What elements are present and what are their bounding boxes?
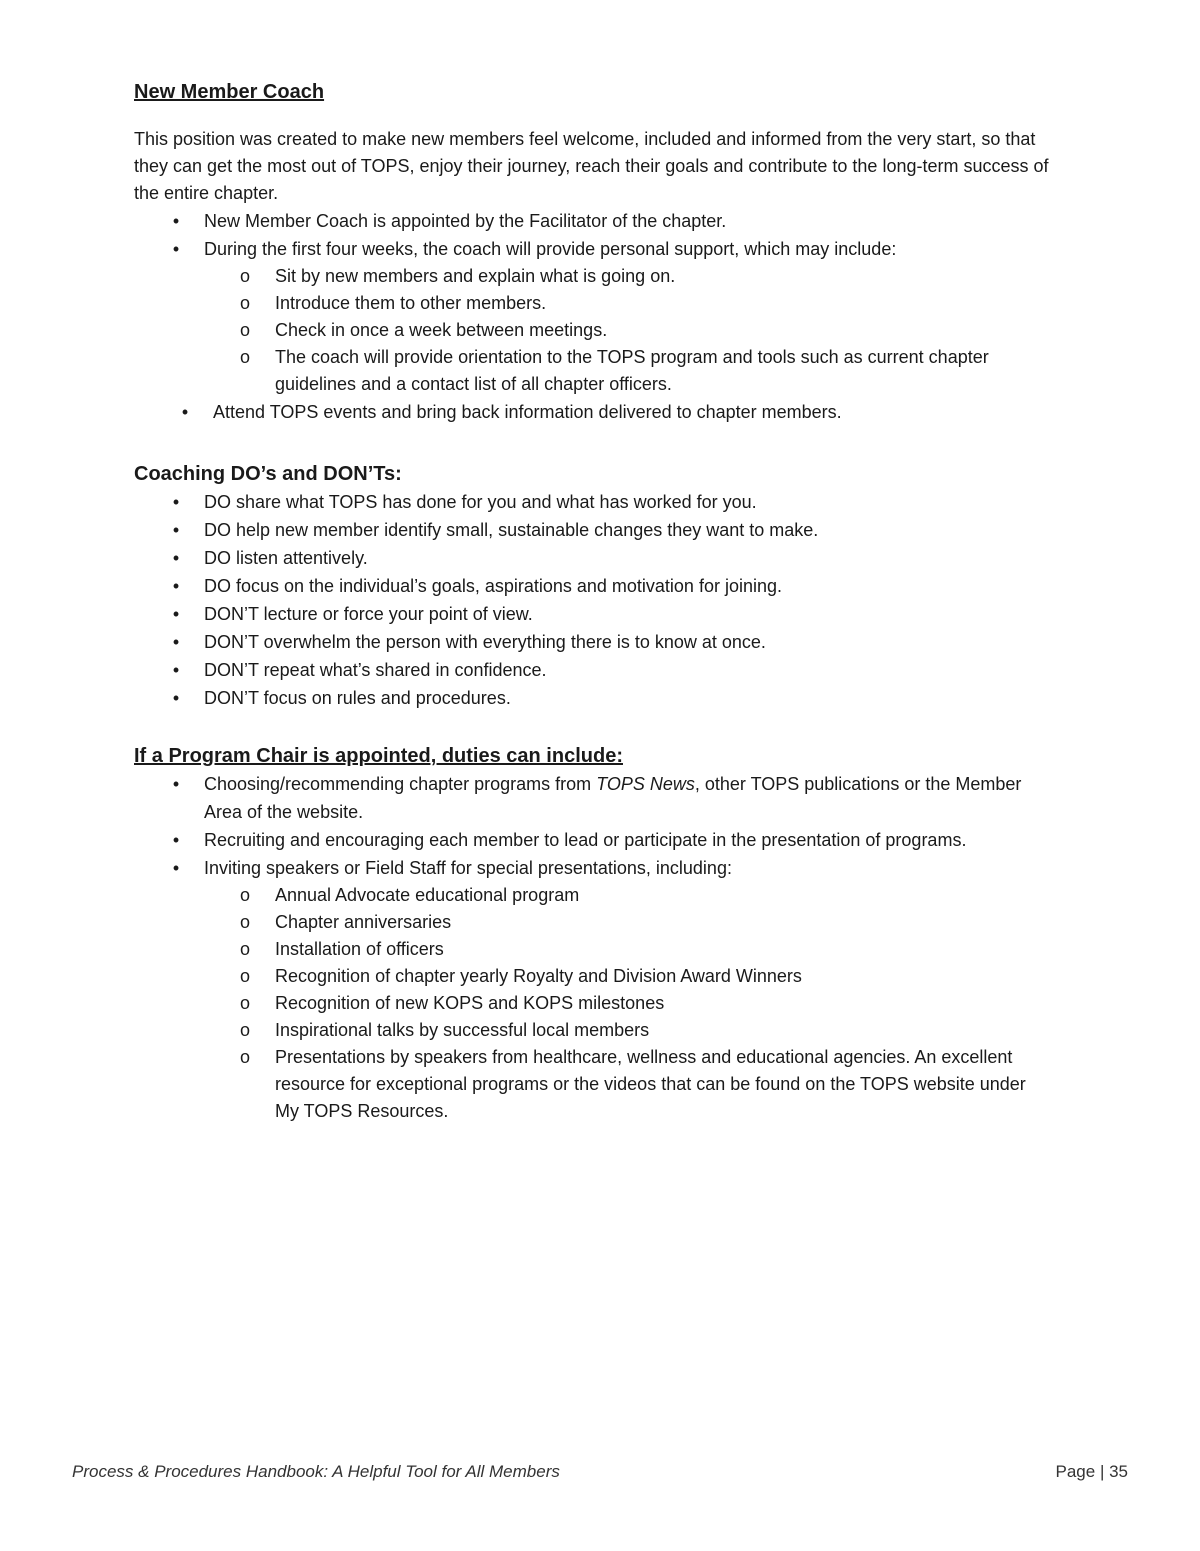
list-item: • DON’T overwhelm the person with everything there is to know at once. (134, 628, 1054, 656)
circle-bullet-icon: o (240, 293, 251, 313)
intro-paragraph: This position was created to make new members feel welcome, included and informed from the very start, so that they can get the most out of TOPS, enjoy their journey, reach their goals and contribute to the long-term success of the entire chapter. (134, 129, 1049, 203)
bullet-icon: • (172, 548, 180, 568)
circle-bullet-icon: o (240, 912, 251, 932)
circle-bullet-icon: o (240, 885, 251, 905)
footer-title: Process & Procedures Handbook: A Helpful Tool for All Members (72, 1462, 560, 1481)
section-title-program-chair: If a Program Chair is appointed, duties can include: (134, 745, 623, 767)
publication-title: TOPS News (596, 774, 695, 794)
list-item: • DO focus on the individual’s goals, aspirations and motivation for joining. (134, 572, 1054, 600)
bullet-icon: • (172, 660, 180, 680)
sub-list-item: o Annual Advocate educational program (134, 882, 1054, 909)
dos-list (134, 488, 1054, 600)
circle-bullet-icon: o (240, 320, 251, 340)
coach-last-bullet (134, 398, 1054, 426)
bullet-icon: • (172, 492, 180, 512)
sub-list-item: o The coach will provide orientation to the TOPS program and tools such as current chapter guidelines and a contact list of all chapter officers. (134, 344, 1054, 398)
sub-list-item: o Inspirational talks by successful local members (134, 1017, 1054, 1044)
bullet-icon: • (172, 604, 180, 624)
circle-bullet-icon: o (240, 1047, 251, 1067)
page-number: Page | 35 (1055, 1462, 1128, 1481)
list-item: • DON’T lecture or force your point of view. (134, 600, 1054, 628)
program-chair-list (134, 770, 1054, 882)
sub-list-item: o Check in once a week between meetings. (134, 317, 1054, 344)
bullet-icon: • (172, 858, 180, 878)
bullet-icon: • (172, 632, 180, 652)
program-sub-list (134, 882, 1054, 1125)
document-page (134, 78, 1054, 1125)
bullet-icon: • (181, 402, 189, 422)
bullet-icon: • (172, 239, 180, 259)
section-title-new-member-coach: New Member Coach (134, 81, 325, 103)
list-item: • DO listen attentively. (134, 544, 1054, 572)
sub-list-item: o Recognition of new KOPS and KOPS milestones (134, 990, 1054, 1017)
list-item: • Attend TOPS events and bring back information delivered to chapter members. (134, 398, 1054, 426)
list-item: • Recruiting and encouraging each member to lead or participate in the presentation of programs. (134, 826, 1054, 854)
sub-list-item: o Recognition of chapter yearly Royalty and Division Award Winners (134, 963, 1054, 990)
bullet-icon: • (172, 211, 180, 231)
list-item: • DON’T focus on rules and procedures. (134, 684, 1054, 712)
list-item: • DO share what TOPS has done for you and what has worked for you. (134, 488, 1054, 516)
list-item: • Choosing/recommending chapter programs from TOPS News, other TOPS publications or the Member Area of the website. (134, 770, 1054, 826)
sub-list-item: o Sit by new members and explain what is going on. (134, 263, 1054, 290)
list-item: • DO help new member identify small, sustainable changes they want to make. (134, 516, 1054, 544)
bullet-icon: • (172, 774, 180, 794)
sub-list-item: o Chapter anniversaries (134, 909, 1054, 936)
bullet-icon: • (172, 520, 180, 540)
circle-bullet-icon: o (240, 266, 251, 286)
circle-bullet-icon: o (240, 966, 251, 986)
list-item: • New Member Coach is appointed by the Facilitator of the chapter. (134, 207, 1054, 235)
circle-bullet-icon: o (240, 993, 251, 1013)
circle-bullet-icon: o (240, 939, 251, 959)
list-item: • During the first four weeks, the coach will provide personal support, which may include: (134, 235, 1054, 263)
coach-sub-list (134, 263, 1054, 398)
bullet-icon: • (172, 830, 180, 850)
list-item: • DON’T repeat what’s shared in confidence. (134, 656, 1054, 684)
donts-list (134, 600, 1054, 712)
bullet-icon: • (172, 688, 180, 708)
bullet-icon: • (172, 576, 180, 596)
sub-list-item: o Presentations by speakers from healthcare, wellness and educational agencies. An excellent resource for exceptional programs or the videos that can be found on the TOPS website under My TOPS Resources. (134, 1044, 1054, 1125)
sub-list-item: o Introduce them to other members. (134, 290, 1054, 317)
list-item: • Inviting speakers or Field Staff for special presentations, including: (134, 854, 1054, 882)
sub-list-item: o Installation of officers (134, 936, 1054, 963)
circle-bullet-icon: o (240, 347, 251, 367)
circle-bullet-icon: o (240, 1020, 251, 1040)
coach-bullet-list (134, 207, 1054, 263)
section-title-coaching-dos-donts: Coaching DO’s and DON’Ts: (134, 463, 402, 485)
